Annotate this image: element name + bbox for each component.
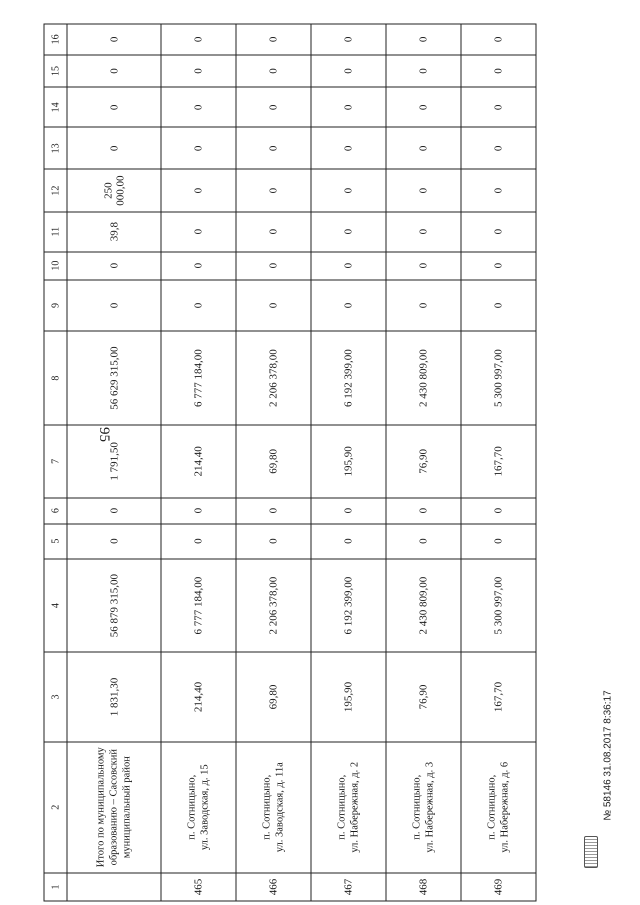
cell-col-8: 56 629 315,00 [67,331,161,425]
registration-stamp [588,660,628,860]
address-line: п. Сотницыно, [411,774,423,840]
cell-col-11: 0 [161,212,236,252]
cell-col-13: 0 [386,127,461,169]
cell-col-14: 0 [67,87,161,127]
cell-col-10: 0 [67,252,161,280]
address-line: п. Сотницыно, [261,774,273,840]
cell-col-16: 0 [161,24,236,55]
cell-col-11: 39,8 [67,212,161,252]
cell-col-8: 2 206 378,00 [236,331,311,425]
table-row [311,24,386,901]
cell-col-12: 0 [161,170,236,212]
row-address [461,742,536,873]
cell-col-16: 0 [386,24,461,55]
cell-col-6: 0 [161,498,236,524]
cell-col-10: 0 [161,252,236,280]
column-header-8: 8 [44,331,67,425]
cell-col-4: 56 879 315,00 [67,559,161,653]
cell-col-9: 0 [67,280,161,332]
row-address [67,742,161,873]
cell-col-7: 69,80 [236,425,311,498]
cell-col-6: 0 [236,498,311,524]
cell-col-11: 0 [386,212,461,252]
cell-col-9: 0 [236,280,311,332]
table-row [67,24,161,901]
stamp-logo-icon [584,836,598,868]
cell-col-5: 0 [311,524,386,559]
cell-col-5: 0 [161,524,236,559]
address-line: муниципальный район [121,756,133,859]
column-header-13: 13 [44,127,67,169]
column-header-5: 5 [44,524,67,559]
cell-col-12: 0 [386,170,461,212]
cell-col-3: 167,70 [461,652,536,741]
cell-col-15: 0 [386,55,461,88]
cell-col-3: 214,40 [161,652,236,741]
address-line: ул. Набережная, д. 6 [499,761,511,853]
column-header-9: 9 [44,280,67,332]
cell-col-10: 0 [236,252,311,280]
cell-col-15: 0 [236,55,311,88]
cell-col-7: 214,40 [161,425,236,498]
column-header-14: 14 [44,87,67,127]
cell-col-13: 0 [311,127,386,169]
page-number: 95 [96,427,112,442]
cell-col-9: 0 [161,280,236,332]
column-header-1: 1 [44,873,67,901]
row-address [311,742,386,873]
cell-col-14: 0 [386,87,461,127]
cell-col-5: 0 [386,524,461,559]
cell-col-13: 0 [67,127,161,169]
row-address [236,742,311,873]
column-header-2: 2 [44,742,67,873]
cell-col-16: 0 [67,24,161,55]
cell-col-16: 0 [236,24,311,55]
cell-col-3: 69,80 [236,652,311,741]
table-header-row [44,24,67,901]
cell-col-11: 0 [236,212,311,252]
address-line: п. Сотницыно, [186,774,198,840]
cell-col-6: 0 [386,498,461,524]
cell-col-10: 0 [311,252,386,280]
cell-col-12: 0 [311,170,386,212]
cell-col-8: 6 777 184,00 [161,331,236,425]
cell-col-12: 250 000,00 [67,170,161,212]
document-table-container [50,12,525,896]
cell-col-3: 195,90 [311,652,386,741]
row-number: 466 [236,873,311,901]
cell-col-9: 0 [311,280,386,332]
cell-col-12: 0 [236,170,311,212]
table-row [161,24,236,901]
column-header-10: 10 [44,252,67,280]
row-number [67,873,161,901]
cell-col-4: 2 206 378,00 [236,559,311,653]
address-line: ул. Заводская, д. 15 [199,764,211,851]
address-line: п. Сотницыно, [486,774,498,840]
cell-col-14: 0 [161,87,236,127]
cell-col-4: 5 300 997,00 [461,559,536,653]
cell-col-10: 0 [461,252,536,280]
cell-col-15: 0 [161,55,236,88]
row-address [386,742,461,873]
cell-col-3: 76,90 [386,652,461,741]
cell-col-13: 0 [161,127,236,169]
address-line: Итого по муниципальному [95,747,107,868]
column-header-16: 16 [44,24,67,55]
cell-col-14: 0 [461,87,536,127]
cell-col-12: 0 [461,170,536,212]
cell-col-14: 0 [311,87,386,127]
cell-col-16: 0 [461,24,536,55]
cell-col-16: 0 [311,24,386,55]
cell-col-6: 0 [311,498,386,524]
row-address [161,742,236,873]
cell-col-13: 0 [461,127,536,169]
cell-col-5: 0 [461,524,536,559]
address-line: п. Сотницыно, [336,774,348,840]
cell-col-9: 0 [461,280,536,332]
cell-col-15: 0 [311,55,386,88]
stamp-text: № 58146 31.08.2017 8:36:17 [602,690,614,821]
cell-col-4: 6 777 184,00 [161,559,236,653]
table-body [67,24,536,901]
cell-col-8: 5 300 997,00 [461,331,536,425]
cell-col-11: 0 [311,212,386,252]
cell-col-7: 1 791,50 [67,425,161,498]
address-line: ул. Набережная, д. 3 [424,761,436,853]
table-row [461,24,536,901]
cell-col-7: 167,70 [461,425,536,498]
column-header-11: 11 [44,212,67,252]
cell-col-14: 0 [236,87,311,127]
register-table [44,24,537,902]
table-row [386,24,461,901]
column-header-7: 7 [44,425,67,498]
cell-col-11: 0 [461,212,536,252]
cell-col-13: 0 [236,127,311,169]
cell-col-8: 6 192 399,00 [311,331,386,425]
cell-col-6: 0 [67,498,161,524]
cell-col-6: 0 [461,498,536,524]
cell-col-7: 76,90 [386,425,461,498]
address-line: ул. Набережная, д. 2 [349,761,361,853]
column-header-15: 15 [44,55,67,88]
cell-col-8: 2 430 809,00 [386,331,461,425]
row-number: 469 [461,873,536,901]
cell-col-4: 6 192 399,00 [311,559,386,653]
column-header-12: 12 [44,170,67,212]
cell-col-5: 0 [67,524,161,559]
cell-col-3: 1 831,30 [67,652,161,741]
cell-col-7: 195,90 [311,425,386,498]
table-row [236,24,311,901]
cell-col-15: 0 [67,55,161,88]
cell-col-4: 2 430 809,00 [386,559,461,653]
cell-col-9: 0 [386,280,461,332]
row-number: 465 [161,873,236,901]
address-line: ул. Заводская, д. 11а [274,762,286,853]
row-number: 467 [311,873,386,901]
address-line: образованию – Сасовский [108,749,120,866]
column-header-4: 4 [44,559,67,653]
cell-col-15: 0 [461,55,536,88]
cell-col-10: 0 [386,252,461,280]
row-number: 468 [386,873,461,901]
column-header-3: 3 [44,652,67,741]
cell-col-5: 0 [236,524,311,559]
column-header-6: 6 [44,498,67,524]
